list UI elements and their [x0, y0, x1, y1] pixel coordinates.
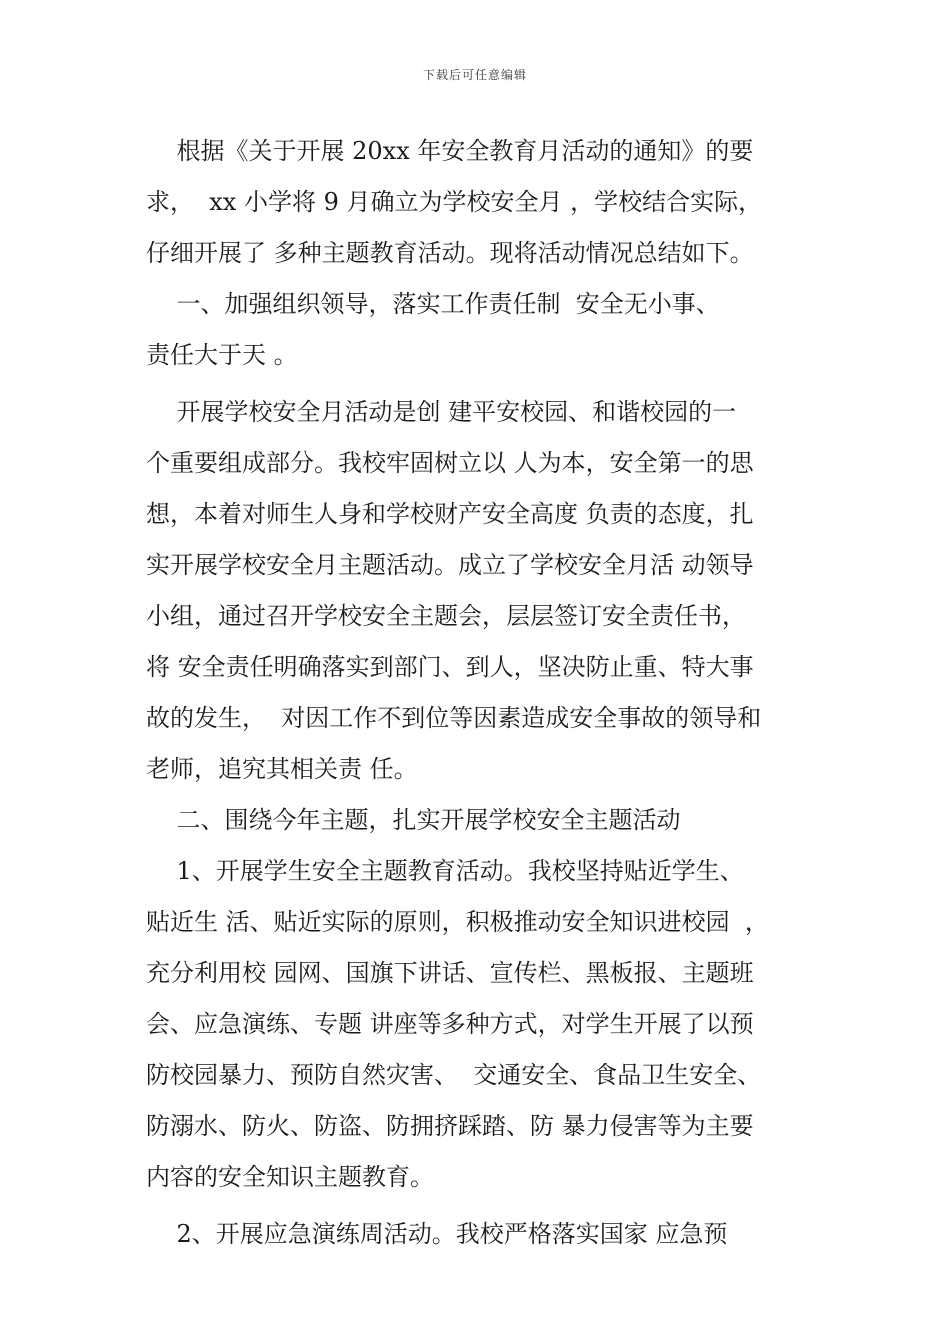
text-line: 求， xx 小学将 9 月确立为学校安全月 ，学校结合实际，	[146, 188, 763, 216]
text-line: 防溺水、防火、防盗、防拥挤踩踏、防 暴力侵害等为主要	[146, 1112, 754, 1140]
page-header: 下载后可任意编辑	[422, 68, 527, 82]
text-line: 2、开展应急演练周活动。我校严格落实国家 应急预	[146, 1220, 728, 1248]
text-line: 想，本着对师生人身和学校财产安全高度 负责的态度，扎	[146, 500, 754, 528]
text-line: 老师，追究其相关责 任。	[146, 755, 418, 783]
text-line: 责任大于天 。	[146, 341, 298, 369]
text-line: 仔细开展了 多种主题教育活动。现将活动情况总结如下。	[146, 239, 754, 267]
text-line: 1、开展学生安全主题教育活动。我校坚持贴近学生、	[146, 857, 744, 885]
text-line: 故的发生， 对因工作不到位等因素造成安全事故的领导和	[146, 704, 762, 732]
text-line: 根据《关于开展 20xx 年安全教育月活动的通知》的要	[146, 137, 754, 165]
text-line: 防校园暴力、预防自然灾害、 交通安全、食品卫生安全、	[146, 1061, 762, 1089]
text-line: 小组，通过召开学校安全主题会，层层签订安全责任书，	[146, 602, 746, 630]
text-line: 会、应急演练、专题 讲座等多种方式，对学生开展了以预	[146, 1010, 754, 1038]
text-line: 内容的安全知识主题教育。	[146, 1163, 434, 1191]
text-line: 一、加强组织领导，落实工作责任制 安全无小事、	[146, 290, 720, 318]
text-line: 将 安全责任明确落实到部门、到人，坚决防止重、特大事	[146, 653, 754, 681]
text-line: 充分利用校 园网、国旗下讲话、宣传栏、黑板报、主题班	[146, 959, 754, 987]
text-line: 二、围绕今年主题，扎实开展学校安全主题活动	[146, 806, 681, 834]
text-line: 实开展学校安全月主题活动。成立了学校安全月活 动领导	[146, 551, 754, 579]
document-body	[146, 131, 806, 1265]
text-line: 开展学校安全月活动是创 建平安校园、和谐校园的一	[146, 398, 737, 426]
text-line: 个重要组成部分。我校牢固树立以 人为本，安全第一的思	[146, 449, 754, 477]
text-line: 贴近生 活、贴近实际的原则，积极推动安全知识进校园 ，	[146, 908, 769, 936]
